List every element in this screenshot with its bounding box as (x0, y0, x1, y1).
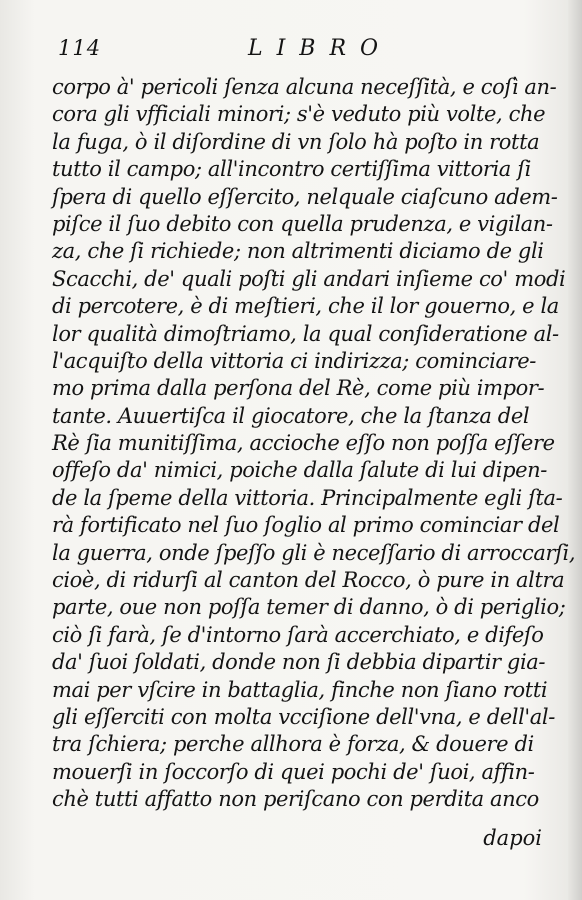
text-line: Scacchi, de' quali poſti gli andari inſieme co' modi (52, 266, 566, 291)
text-line: la fuga, ò il diſordine di vn ſolo hà poſto in rotta (52, 129, 540, 154)
text-line: lor qualità dimoſtriamo, la qual conſideratione al- (52, 321, 559, 346)
text-line: ciò ſi farà, ſe d'intorno ſarà accerchiato, e difeſo (52, 622, 544, 647)
body-text (52, 74, 576, 814)
text-line: de la ſpeme della vittoria. Principalmente egli ſta- (52, 485, 563, 510)
text-line: corpo à' pericoli ſenza alcuna neceſſità, e coſì an- (52, 75, 557, 99)
text-line: mouerſi in ſoccorſo di quei pochi de' ſuoi, affin- (52, 759, 535, 784)
text-line: parte, oue non poſſa temer di danno, ò di periglio; (52, 595, 566, 620)
text-line: mai per vſcire in battaglia, finche non ſiano rotti (52, 677, 548, 702)
page-number: 114 (58, 36, 102, 60)
text-line: di percotere, è di meſtieri, che il lor gouerno, e la (52, 294, 559, 319)
text-line: tra ſchiera; perche allhora è forza, & douere di (52, 732, 534, 757)
text-line: tante. Auuertiſca il giocatore, che la ſtanza del (52, 403, 530, 428)
page-header (58, 36, 488, 70)
text-line: cioè, di ridurſi al canton del Rocco, ò pure in altra (52, 568, 565, 593)
text-line: mo prima dalla perſona del Rè, come più impor- (52, 376, 545, 401)
text-line: tutto il campo; all'incontro certiſſima vittoria ſi (52, 157, 531, 182)
catchword: dapoi (483, 826, 542, 850)
text-line: da' ſuoi ſoldati, donde non ſi debbia dipartir gia- (52, 650, 546, 675)
text-line: ſpera di quello eſſercito, nelquale ciaſcuno adem- (52, 184, 558, 209)
footer (52, 826, 542, 856)
text-line: chè tutti affatto non periſcano con perdita anco (52, 787, 539, 812)
text-line: cora gli vfficiali minori; s'è veduto più volte, che (52, 102, 546, 127)
text-line: la guerra, onde ſpeſſo gli è neceſſario di arroccarſi, (52, 540, 576, 565)
text-line: gli eſſerciti con molta vcciſione dell'vna, e dell'al- (52, 704, 555, 729)
running-head: LIBRO (248, 36, 393, 61)
text-line: Rè ſia munitiſſima, accioche eſſo non poſſa eſſere (52, 431, 555, 456)
text-line: rà fortificato nel ſuo ſoglio al primo cominciar del (52, 513, 560, 538)
text-line: piſce il ſuo debito con quella prudenza, e vigilan- (52, 211, 553, 236)
text-line: l'acquiſto della vittoria ci indirizza; cominciare- (52, 348, 536, 373)
text-line: za, che ſi richiede; non altrimenti diciamo de gli (52, 239, 544, 264)
text-line: offeſo da' nimici, poiche dalla ſalute di lui dipen- (52, 458, 547, 483)
